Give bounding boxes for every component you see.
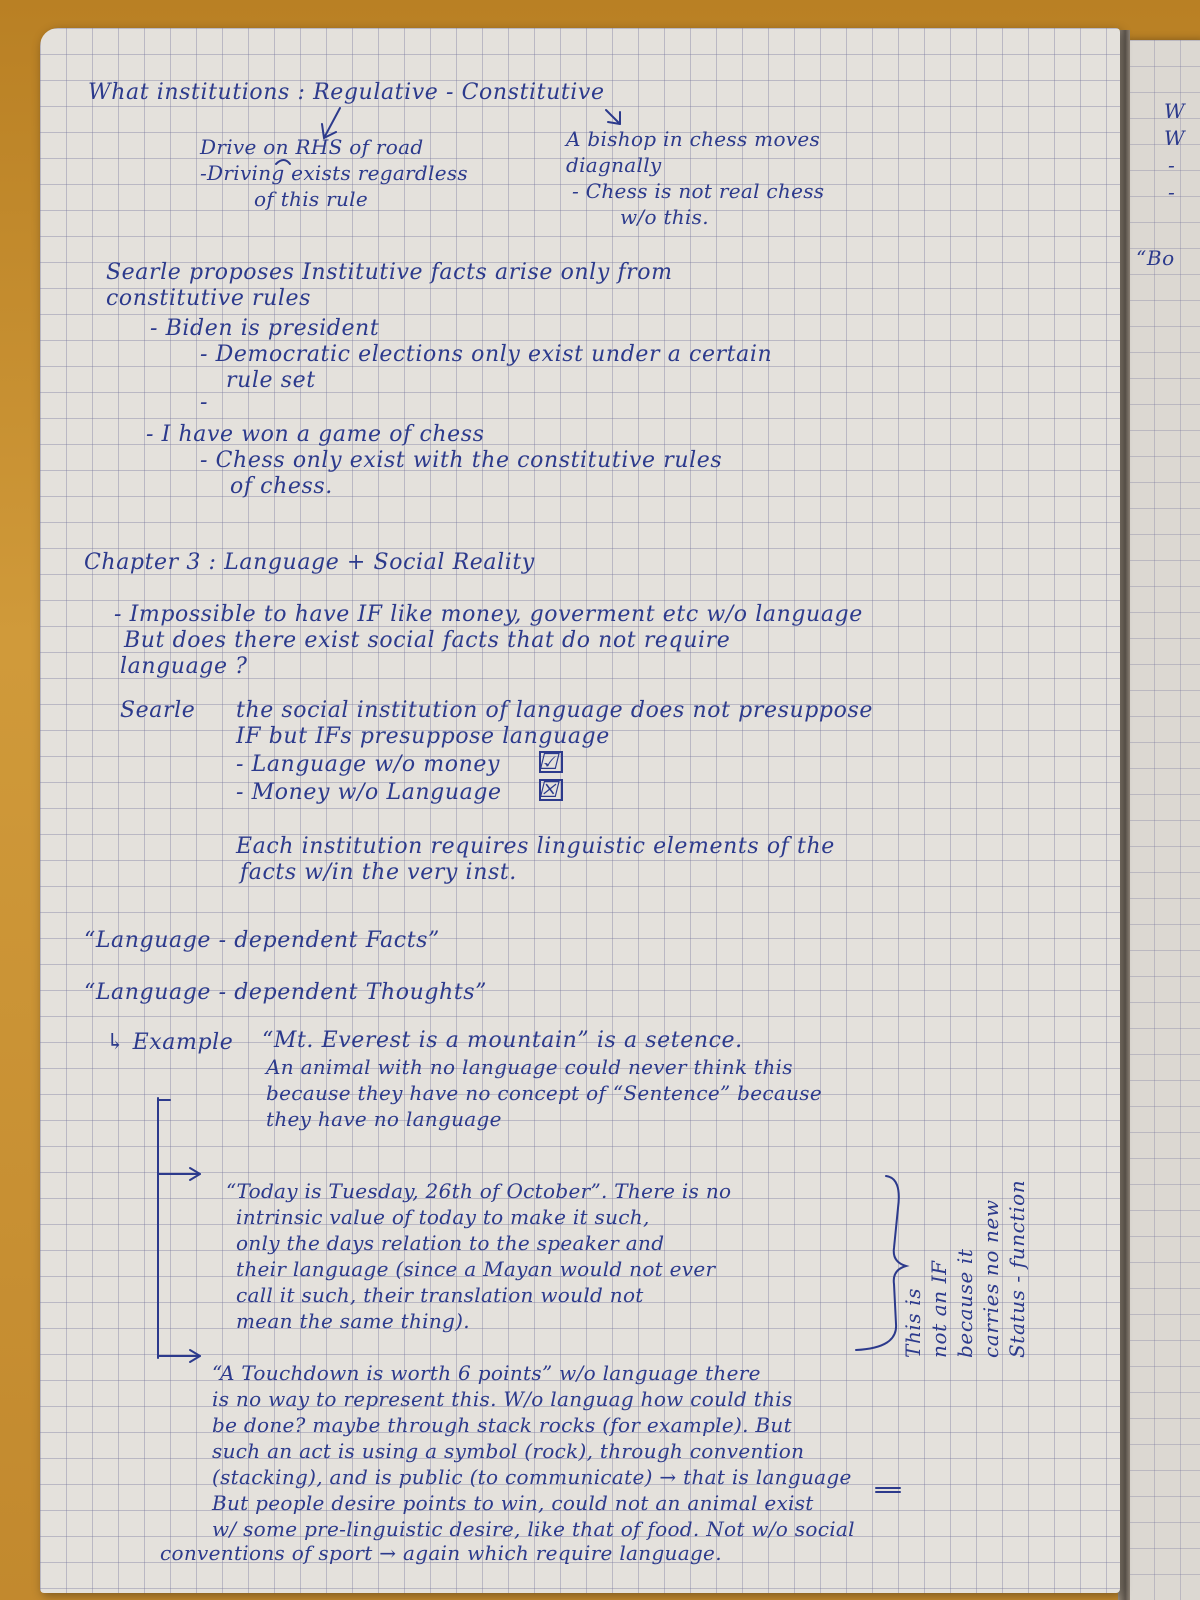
language-wo-money: - Language w/o money [236,752,500,777]
side-note-2: not an IF [927,1260,951,1358]
touchdown-line-6: But people desire points to win, could not an animal exist [212,1491,814,1515]
chapter-point-1: - Impossible to have IF like money, goverment etc w/o language [114,602,863,627]
chess-detail-2: of chess. [230,474,333,499]
next-notebook-page [1128,40,1200,1600]
example-line-3: they have no language [266,1107,502,1131]
touchdown-line-5: (stacking), and is public (to communicate) → that is language [212,1465,852,1489]
institutions-heading: What institutions : Regulative - Constitutive [88,80,605,105]
fragment-2: W [1164,126,1186,150]
tuesday-line-5: call it such, their translation would not [236,1283,644,1307]
touchdown-line-2: is no way to represent this. W/o languag how could this [212,1387,793,1411]
searle-intro-line-2: constitutive rules [106,286,312,311]
is-underline [876,1488,900,1492]
constitutive-line-4: w/o this. [620,205,709,229]
biden-point: - Biden is president [150,316,380,341]
fragment-1: W [1164,99,1186,123]
each-institution-2: facts w/in the very inst. [240,860,517,885]
touchdown-line-7: w/ some pre-linguistic desire, like that of food. Not w/o social [212,1517,855,1541]
tuesday-line-6: mean the same thing). [236,1309,470,1333]
ink-squiggle [276,160,290,164]
biden-detail-2: rule set [226,368,316,393]
money-wo-language: - Money w/o Language [236,780,502,805]
side-note-1: This is [901,1287,925,1358]
language-dependent-facts: “Language - dependent Facts” [84,928,440,953]
touchdown-line-4: such an act is using a symbol (rock), through convention [212,1439,805,1463]
side-note-5: Status - function [1005,1179,1029,1358]
searle-intro-line-1: Searle proposes Institutive facts arise only from [106,260,673,285]
tuesday-line-4: their language (since a Mayan would not ever [236,1257,716,1281]
tuesday-line-2: intrinsic value of today to make it such, [236,1205,650,1229]
example-quote: “Mt. Everest is a mountain” is a setence. [262,1028,743,1053]
searle-line-2: IF but IFs presuppose language [236,724,610,749]
chapter-point-3: language ? [120,654,248,679]
empty-dash: - [200,390,209,415]
language-dependent-thoughts: “Language - dependent Thoughts” [84,980,487,1005]
chess-detail-1: - Chess only exist with the constitutive rules [200,448,723,473]
constitutive-line-1: A bishop in chess moves [566,127,821,151]
chapter-title: Chapter 3 : Language + Social Reality [84,550,535,575]
constitutive-line-3: - Chess is not real chess [572,179,825,203]
fragment-4: - [1168,180,1176,204]
side-note-brace [856,1176,906,1350]
example-line-2: because they have no concept of “Sentence” because [266,1081,823,1105]
arrow-head-regulative [322,124,336,138]
side-note-3: because it [953,1248,977,1358]
example-line-1: An animal with no language could never think this [266,1055,793,1079]
check-box-1 [540,752,562,772]
tuesday-line-3: only the days relation to the speaker and [236,1231,665,1255]
notebook-page [40,28,1120,1593]
pen-marks [40,28,1120,1593]
fragment-5: “Bo [1136,246,1175,270]
language-wo-money-mark: ☑ [538,750,559,775]
constitutive-line-2: diagnally [566,153,662,177]
check-box-2 [540,780,562,800]
example-label: ↳ Example [106,1030,234,1055]
biden-detail-1: - Democratic elections only exist under a certain [200,342,773,367]
regulative-line-2: -Driving exists regardless [200,161,468,185]
tuesday-line-1: “Today is Tuesday, 26th of October”. There is no [226,1179,732,1203]
chess-point: - I have won a game of chess [146,422,485,447]
regulative-line-1: Drive on RHS of road [200,135,424,159]
touchdown-line-1: “A Touchdown is worth 6 points” w/o language there [212,1361,761,1385]
searle-line-1: the social institution of language does not presuppose [236,698,873,723]
chapter-point-2: But does there exist social facts that do not require [124,628,731,653]
side-note-4: carries no new [979,1199,1003,1358]
each-institution-1: Each institution requires linguistic elements of the [236,834,835,859]
touchdown-line-3: be done? maybe through stack rocks (for example). But [212,1413,792,1437]
fragment-3: - [1168,153,1176,177]
regulative-line-3: of this rule [254,187,369,211]
searle-label: Searle [120,698,196,723]
touchdown-line-8: conventions of sport → again which require language. [160,1541,722,1565]
money-wo-language-mark: ☒ [538,778,559,803]
